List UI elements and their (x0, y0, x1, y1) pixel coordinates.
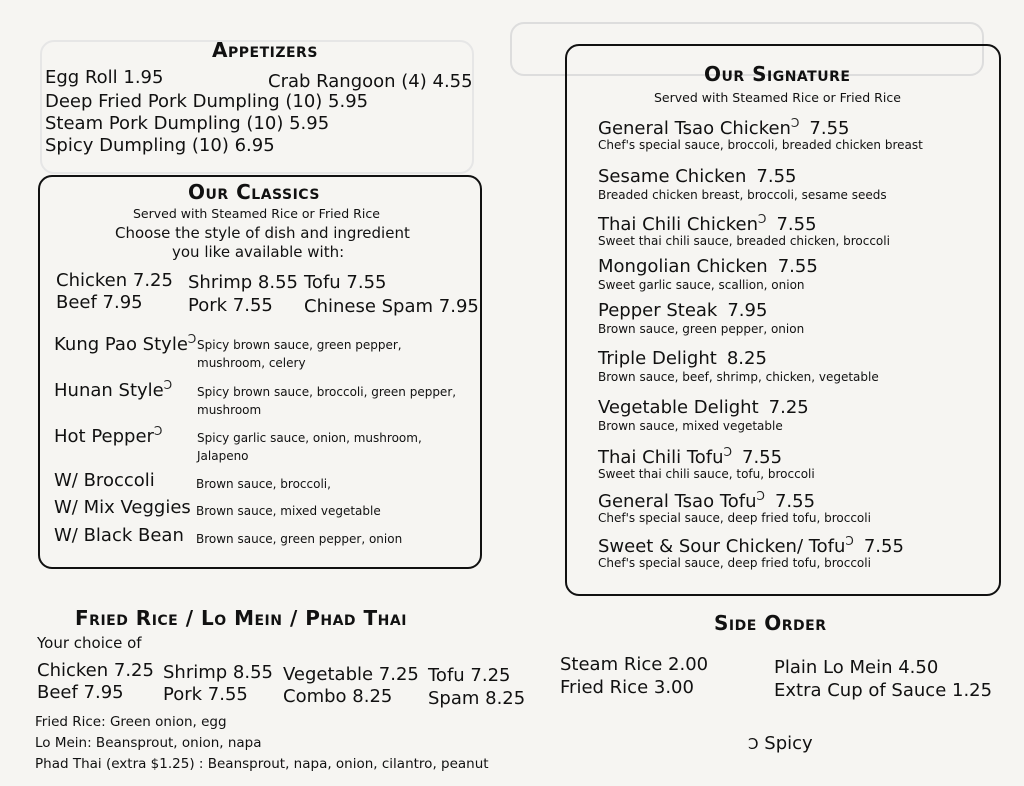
chili-icon: Ɔ (187, 332, 197, 346)
classics-choose-line2: you like available with: (172, 243, 345, 261)
signature-item-desc: Brown sauce, beef, shrimp, chicken, vegetable (598, 370, 879, 384)
style-name-label: Hot Pepper (54, 426, 154, 447)
fried-rice-item: Beef 7.95 (37, 682, 124, 703)
fried-rice-item: Chicken 7.25 (37, 660, 154, 681)
appetizer-item: Crab Rangoon (4) 4.55 (268, 71, 473, 92)
style-desc: Spicy brown sauce, broccoli, green pepper, (197, 385, 457, 399)
style-name (54, 378, 172, 401)
side-item: Extra Cup of Sauce 1.25 (774, 680, 993, 701)
signature-title: Our Signature (704, 62, 851, 86)
signature-name-label: General Tsao Tofu (598, 491, 757, 512)
signature-price: 7.25 (768, 397, 809, 418)
classics-protein: Pork 7.55 (188, 295, 273, 316)
signature-price: 8.25 (726, 348, 767, 369)
fried-rice-item: Tofu 7.25 (428, 665, 511, 686)
signature-item-name (598, 489, 815, 512)
classics-protein: Beef 7.95 (56, 292, 143, 313)
signature-item-name (598, 348, 767, 369)
fried-rice-item: Spam 8.25 (428, 688, 526, 709)
signature-price: 7.55 (756, 166, 797, 187)
classics-title: Our Classics (188, 180, 320, 204)
fried-rice-note: Fried Rice: Green onion, egg (35, 714, 227, 730)
signature-item-name (598, 445, 782, 468)
signature-price: 7.55 (774, 491, 816, 512)
style-name: W/ Broccoli (54, 470, 155, 491)
chili-icon: Ɔ (756, 489, 765, 503)
fried-rice-item: Pork 7.55 (163, 684, 248, 705)
signature-item-name (598, 212, 817, 235)
style-desc: Spicy garlic sauce, onion, mushroom, (197, 431, 422, 445)
appetizer-item: Deep Fried Pork Dumpling (10) 5.95 (45, 91, 369, 112)
signature-item-desc: Brown sauce, green pepper, onion (598, 322, 805, 336)
side-order-title: Side Order (714, 611, 827, 635)
spicy-label: Spicy (764, 733, 813, 754)
fried-rice-item: Vegetable 7.25 (283, 664, 419, 685)
style-desc: mushroom, celery (197, 356, 306, 370)
classics-subtitle: Served with Steamed Rice or Fried Rice (133, 206, 380, 221)
signature-name-label: Pepper Steak (598, 300, 718, 321)
signature-name-label: Triple Delight (598, 348, 717, 369)
signature-name-label: Sesame Chicken (598, 166, 747, 187)
chili-icon: Ɔ (845, 534, 854, 548)
chili-icon: Ɔ (723, 445, 732, 459)
signature-item-name (598, 534, 904, 557)
style-name-label: Kung Pao Style (54, 334, 188, 355)
appetizer-item: Spicy Dumpling (10) 6.95 (45, 135, 275, 156)
fried-rice-note: Phad Thai (extra $1.25) : Beansprout, napa, onion, cilantro, peanut (35, 756, 489, 772)
fried-rice-title: Fried Rice / Lo Mein / Phad Thai (75, 606, 407, 630)
signature-price: 7.55 (742, 447, 783, 468)
fried-rice-choice: Your choice of (37, 634, 142, 652)
style-name: W/ Black Bean (54, 525, 184, 546)
signature-subtitle: Served with Steamed Rice or Fried Rice (654, 90, 901, 105)
chili-icon: Ɔ (758, 212, 767, 226)
signature-item-name (598, 256, 818, 277)
style-name (54, 424, 162, 447)
chili-icon: Ɔ (153, 424, 163, 438)
side-item: Fried Rice 3.00 (560, 677, 694, 698)
appetizer-item: Steam Pork Dumpling (10) 5.95 (45, 113, 330, 134)
chili-icon: Ɔ (163, 378, 173, 392)
signature-price: 7.55 (809, 118, 850, 139)
style-name-label: Hunan Style (54, 380, 164, 401)
classics-choose-line1: Choose the style of dish and ingredient (115, 224, 410, 242)
classics-protein: Chinese Spam 7.95 (304, 296, 479, 317)
signature-item-desc: Chef's special sauce, broccoli, breaded chicken breast (598, 138, 923, 152)
style-name: W/ Mix Veggies (54, 497, 191, 518)
classics-protein: Tofu 7.55 (304, 272, 387, 293)
signature-price: 7.55 (776, 214, 817, 235)
style-desc: mushroom (197, 403, 262, 417)
fried-rice-note: Lo Mein: Beansprout, onion, napa (35, 735, 262, 751)
signature-price: 7.55 (863, 536, 904, 557)
signature-name-label: Thai Chili Chicken (598, 214, 758, 235)
classics-protein: Shrimp 8.55 (188, 272, 298, 293)
chili-icon: Ɔ (790, 116, 800, 130)
signature-name-label: General Tsao Chicken (598, 118, 791, 139)
signature-item-desc: Brown sauce, mixed vegetable (598, 419, 783, 433)
signature-item-name (598, 397, 809, 418)
fried-rice-item: Combo 8.25 (283, 686, 393, 707)
side-item: Steam Rice 2.00 (560, 654, 709, 675)
style-desc: Brown sauce, mixed vegetable (196, 504, 381, 518)
appetizers-title: Appetizers (212, 38, 318, 62)
style-desc: Spicy brown sauce, green pepper, (197, 338, 402, 352)
signature-price: 7.95 (727, 300, 768, 321)
spicy-legend (748, 733, 813, 754)
appetizer-item: Egg Roll 1.95 (45, 67, 164, 88)
signature-item-desc: Sweet garlic sauce, scallion, onion (598, 278, 805, 292)
style-desc: Brown sauce, green pepper, onion (196, 532, 403, 546)
style-desc: Jalapeno (197, 449, 249, 463)
signature-name-label: Sweet & Sour Chicken/ Tofu (598, 536, 846, 557)
style-name (54, 332, 196, 355)
signature-item-name (598, 116, 849, 139)
fried-rice-item: Shrimp 8.55 (163, 662, 273, 683)
signature-item-desc: Sweet thai chili sauce, breaded chicken, broccoli (598, 234, 890, 248)
chili-icon: Ɔ (748, 735, 759, 753)
signature-name-label: Vegetable Delight (598, 397, 759, 418)
signature-item-desc: Chef's special sauce, deep fried tofu, broccoli (598, 556, 871, 570)
classics-protein: Chicken 7.25 (56, 270, 173, 291)
signature-item-name (598, 300, 767, 321)
signature-item-desc: Chef's special sauce, deep fried tofu, broccoli (598, 511, 871, 525)
signature-item-desc: Breaded chicken breast, broccoli, sesame seeds (598, 188, 887, 202)
style-desc: Brown sauce, broccoli, (196, 477, 331, 491)
signature-name-label: Thai Chili Tofu (598, 447, 724, 468)
side-item: Plain Lo Mein 4.50 (774, 657, 939, 678)
signature-price: 7.55 (777, 256, 818, 277)
signature-name-label: Mongolian Chicken (598, 256, 768, 277)
signature-item-name (598, 166, 796, 187)
signature-item-desc: Sweet thai chili sauce, tofu, broccoli (598, 467, 815, 481)
